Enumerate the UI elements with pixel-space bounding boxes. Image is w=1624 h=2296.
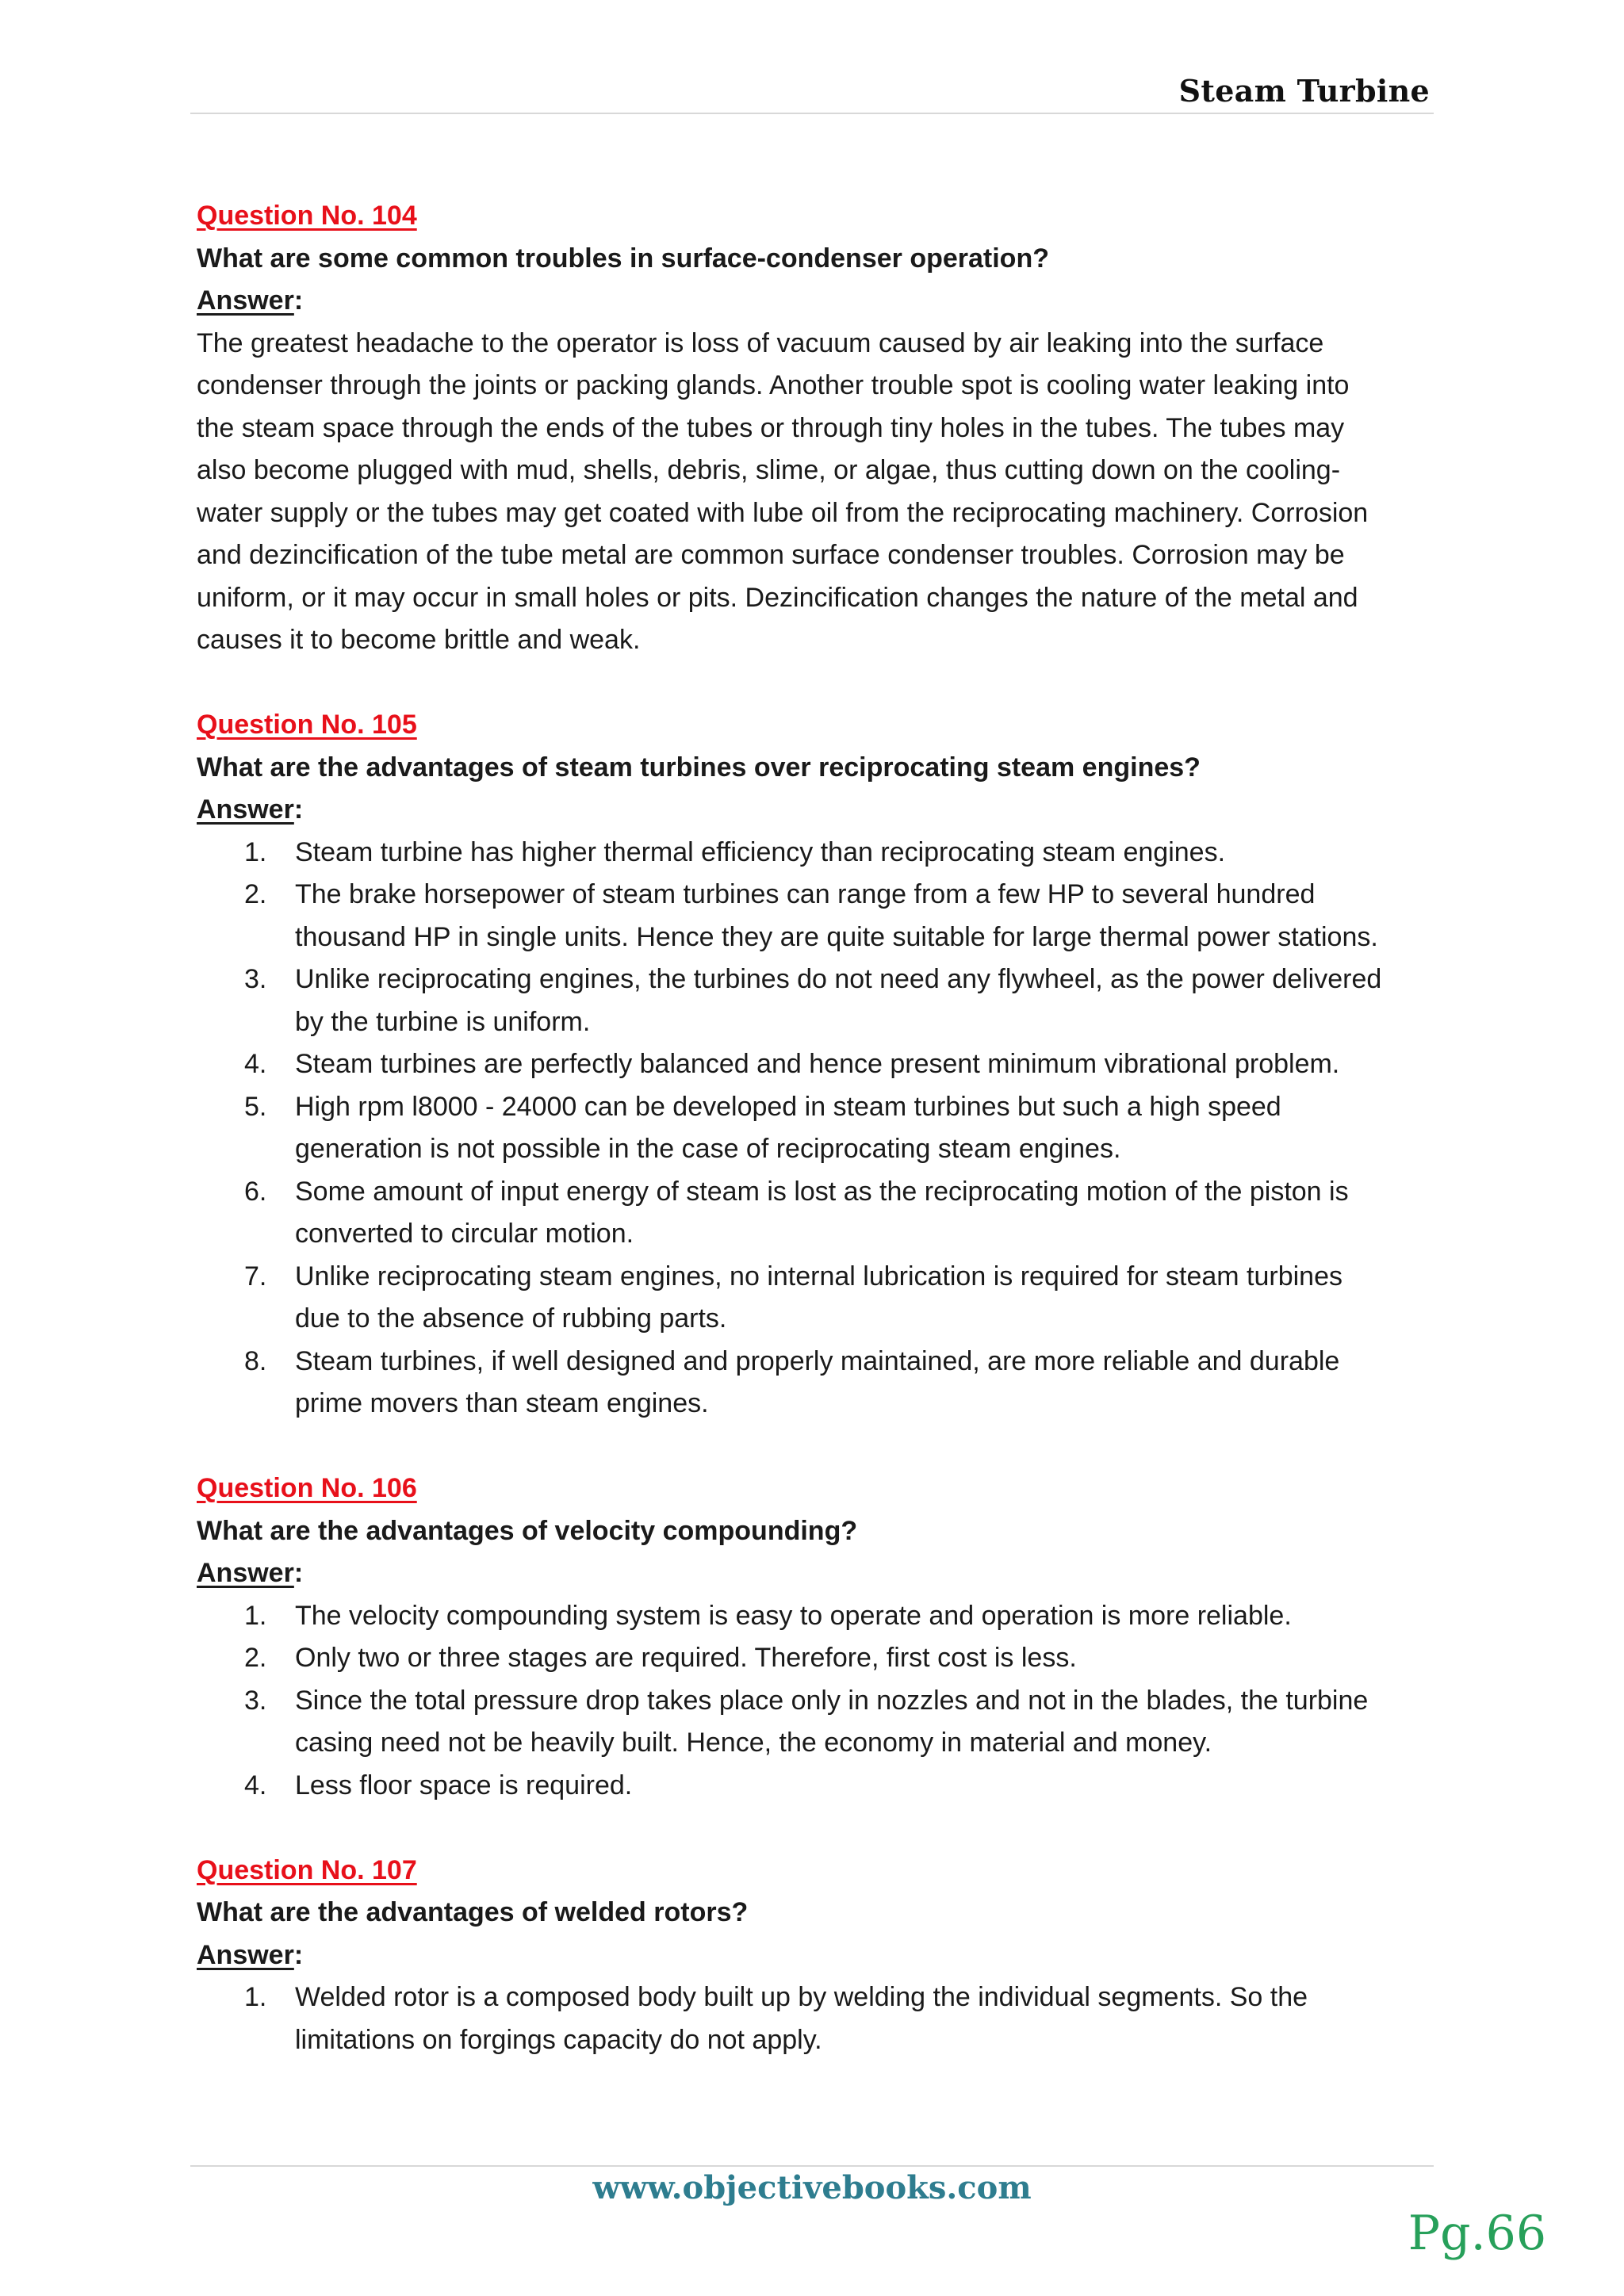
paragraph-line: condenser through the joints or packing glands. Another trouble spot is cooling water leaking into (197, 370, 1350, 400)
list-item-line: Less floor space is required. (295, 1770, 633, 1800)
list-item-number: 5. (244, 1091, 267, 1122)
list-item-line: Steam turbines, if well designed and properly maintained, are more reliable and durable (295, 1345, 1340, 1376)
list-item-line: Welded rotor is a composed body built up by welding the individual segments. So the (295, 1982, 1308, 2012)
question-block-107: Question No. 107 What are the advantages of welded rotors? Answer: 1. Welded rotor is a composed body built up by welding the individual segments. So the limitations on forgings capacity do not apply. (197, 1850, 1434, 2062)
list-item (197, 832, 1434, 874)
header-divider (190, 113, 1434, 114)
paragraph-line: water supply or the tubes may get coated with lube oil from the reciprocating machinery. Corrosion (197, 497, 1369, 528)
list-item-number: 3. (244, 1685, 267, 1716)
list-item-line: Only two or three stages are required. Therefore, first cost is less. (295, 1643, 1077, 1673)
list-item-line: The velocity compounding system is easy to operate and operation is more reliable. (295, 1600, 1292, 1631)
question-number: Question No. 107 (197, 1854, 417, 1885)
question-text: What are some common troubles in surface-condenser operation? (197, 243, 1049, 274)
list-item-number: 1. (244, 1982, 267, 2012)
list-item-line: Unlike reciprocating engines, the turbines do not need any flywheel, as the power delivered (295, 964, 1382, 994)
question-text: What are the advantages of welded rotors? (197, 1897, 749, 1927)
answer-list (197, 1595, 1434, 1808)
list-item (197, 1341, 1434, 1425)
list-item-line: due to the absence of rubbing parts. (295, 1303, 727, 1334)
list-item (197, 1086, 1434, 1171)
list-item (197, 874, 1434, 959)
list-item-line: Since the total pressure drop takes place only in nozzles and not in the blades, the turbine (295, 1685, 1369, 1716)
list-item (197, 1976, 1434, 2061)
list-item-line: casing need not be heavily built. Hence, the economy in material and money. (295, 1728, 1212, 1758)
list-item (197, 959, 1434, 1043)
list-item (197, 1765, 1434, 1808)
list-item (197, 1680, 1434, 1765)
page-number: Pg.66 (1408, 2206, 1546, 2261)
list-item (197, 1637, 1434, 1680)
list-item-line: Unlike reciprocating steam engines, no internal lubrication is required for steam turbines (295, 1261, 1343, 1292)
list-item-line: Steam turbines are perfectly balanced and hence present minimum vibrational problem. (295, 1049, 1340, 1079)
list-item-line: by the turbine is uniform. (295, 1006, 591, 1037)
paragraph-line: causes it to become brittle and weak. (197, 625, 641, 655)
list-item-line: Some amount of input energy of steam is lost as the reciprocating motion of the piston is (295, 1176, 1349, 1207)
list-item-line: generation is not possible in the case of reciprocating steam engines. (295, 1134, 1121, 1164)
list-item (197, 1595, 1434, 1638)
page-header-title: Steam Turbine (1178, 73, 1430, 109)
answer-label: Answer (197, 1939, 294, 1970)
list-item-line: Steam turbine has higher thermal efficiency than reciprocating steam engines. (295, 836, 1226, 867)
question-block-105: Question No. 105 What are the advantages of steam turbines over reciprocating steam engines? Answer: 1. Steam turbine has higher thermal efficiency than reciprocating steam engines. 2. The brake horsepower of steam turbines can range from a few HP to several hundred thousand HP in single units. Hence they are quite suitable for large thermal power stations. 3. Unlike reciprocating engines, the turbines do not need any flywheel, as the power delivered by the turbine is uniform. 4. Steam turbines are perfectly balanced and hence present minimum vibrational problem. 5. High rpm l8000 - 24000 can be developed in steam turbines but such a high speed generation is not possible in the case of reciprocating steam engines. 6. Some amount of input energy of steam is lost as the reciprocating motion of the piston is converted to circular motion. 7. Unlike reciprocating steam engines, no internal lubrication is required for steam turbines due to the absence of rubbing parts. 8. Steam turbines, if well designed and properly maintained, are more reliable and durable prime movers than steam engines. (197, 704, 1434, 1425)
footer-website: www.objectivebooks.com (592, 2169, 1032, 2206)
answer-list (197, 832, 1434, 1425)
paragraph-line: The greatest headache to the operator is loss of vacuum caused by air leaking into the surface (197, 327, 1324, 358)
list-item-number: 6. (244, 1176, 267, 1207)
list-item-number: 7. (244, 1261, 267, 1292)
question-block-106: Question No. 106 What are the advantages of velocity compounding? Answer: 1. The velocity compounding system is easy to operate and operation is more reliable. 2. Only two or three stages are required. Therefore, first cost is less. 3. Since the total pressure drop takes place only in nozzles and not in the blades, the turbine casing need not be heavily built. Hence, the economy in material and money. 4. Less floor space is required. (197, 1468, 1434, 1807)
list-item-number: 1. (244, 1600, 267, 1631)
answer-label: Answer (197, 1558, 294, 1588)
list-item-number: 2. (244, 879, 267, 909)
paragraph-line: uniform, or it may occur in small holes or pits. Dezincification changes the nature of the metal and (197, 582, 1358, 613)
page-content (197, 195, 1434, 2104)
list-item (197, 1256, 1434, 1341)
list-item-line: prime movers than steam engines. (295, 1388, 709, 1418)
list-item-line: converted to circular motion. (295, 1219, 634, 1249)
question-text: What are the advantages of velocity compounding? (197, 1515, 858, 1546)
paragraph-line: also become plugged with mud, shells, debris, slime, or algae, thus cutting down on the cooling- (197, 455, 1341, 485)
question-number: Question No. 104 (197, 201, 417, 231)
footer-divider (190, 2165, 1434, 2167)
question-number: Question No. 105 (197, 710, 417, 740)
question-block-104: Question No. 104 What are some common troubles in surface-condenser operation? Answer: The greatest headache to the operator is loss of vacuum caused by air leaking into the surface condenser through the joints or packing glands. Another trouble spot is cooling water leaking into the steam space through the ends of the tubes or through tiny holes in the tubes. The tubes may also become plugged with mud, shells, debris, slime, or algae, thus cutting down on the cooling- water supply or the tubes may get coated with lube oil from the reciprocating machinery. Corrosion and dezincification of the tube metal are common surface condenser troubles. Corrosion may be uniform, or it may occur in small holes or pits. Dezincification changes the nature of the metal and causes it to become brittle and weak. (197, 195, 1434, 662)
paragraph-line: the steam space through the ends of the tubes or through tiny holes in the tubes. The tubes may (197, 412, 1345, 443)
list-item (197, 1043, 1434, 1086)
answer-paragraph (197, 323, 1434, 662)
list-item-number: 3. (244, 964, 267, 994)
answer-label: Answer (197, 794, 294, 825)
answer-list (197, 1976, 1434, 2061)
list-item-number: 1. (244, 836, 267, 867)
list-item-line: thousand HP in single units. Hence they are quite suitable for large thermal power stations. (295, 921, 1378, 952)
answer-label: Answer (197, 285, 294, 316)
paragraph-line: and dezincification of the tube metal are common surface condenser troubles. Corrosion may be (197, 540, 1345, 570)
question-number: Question No. 106 (197, 1473, 417, 1503)
list-item-number: 8. (244, 1345, 267, 1376)
list-item (197, 1171, 1434, 1256)
list-item-line: limitations on forgings capacity do not apply. (295, 2024, 822, 2055)
list-item-number: 4. (244, 1049, 267, 1079)
list-item-number: 2. (244, 1643, 267, 1673)
list-item-number: 4. (244, 1770, 267, 1800)
question-text: What are the advantages of steam turbines over reciprocating steam engines? (197, 752, 1201, 783)
list-item-line: The brake horsepower of steam turbines can range from a few HP to several hundred (295, 879, 1316, 909)
list-item-line: High rpm l8000 - 24000 can be developed in steam turbines but such a high speed (295, 1091, 1281, 1122)
